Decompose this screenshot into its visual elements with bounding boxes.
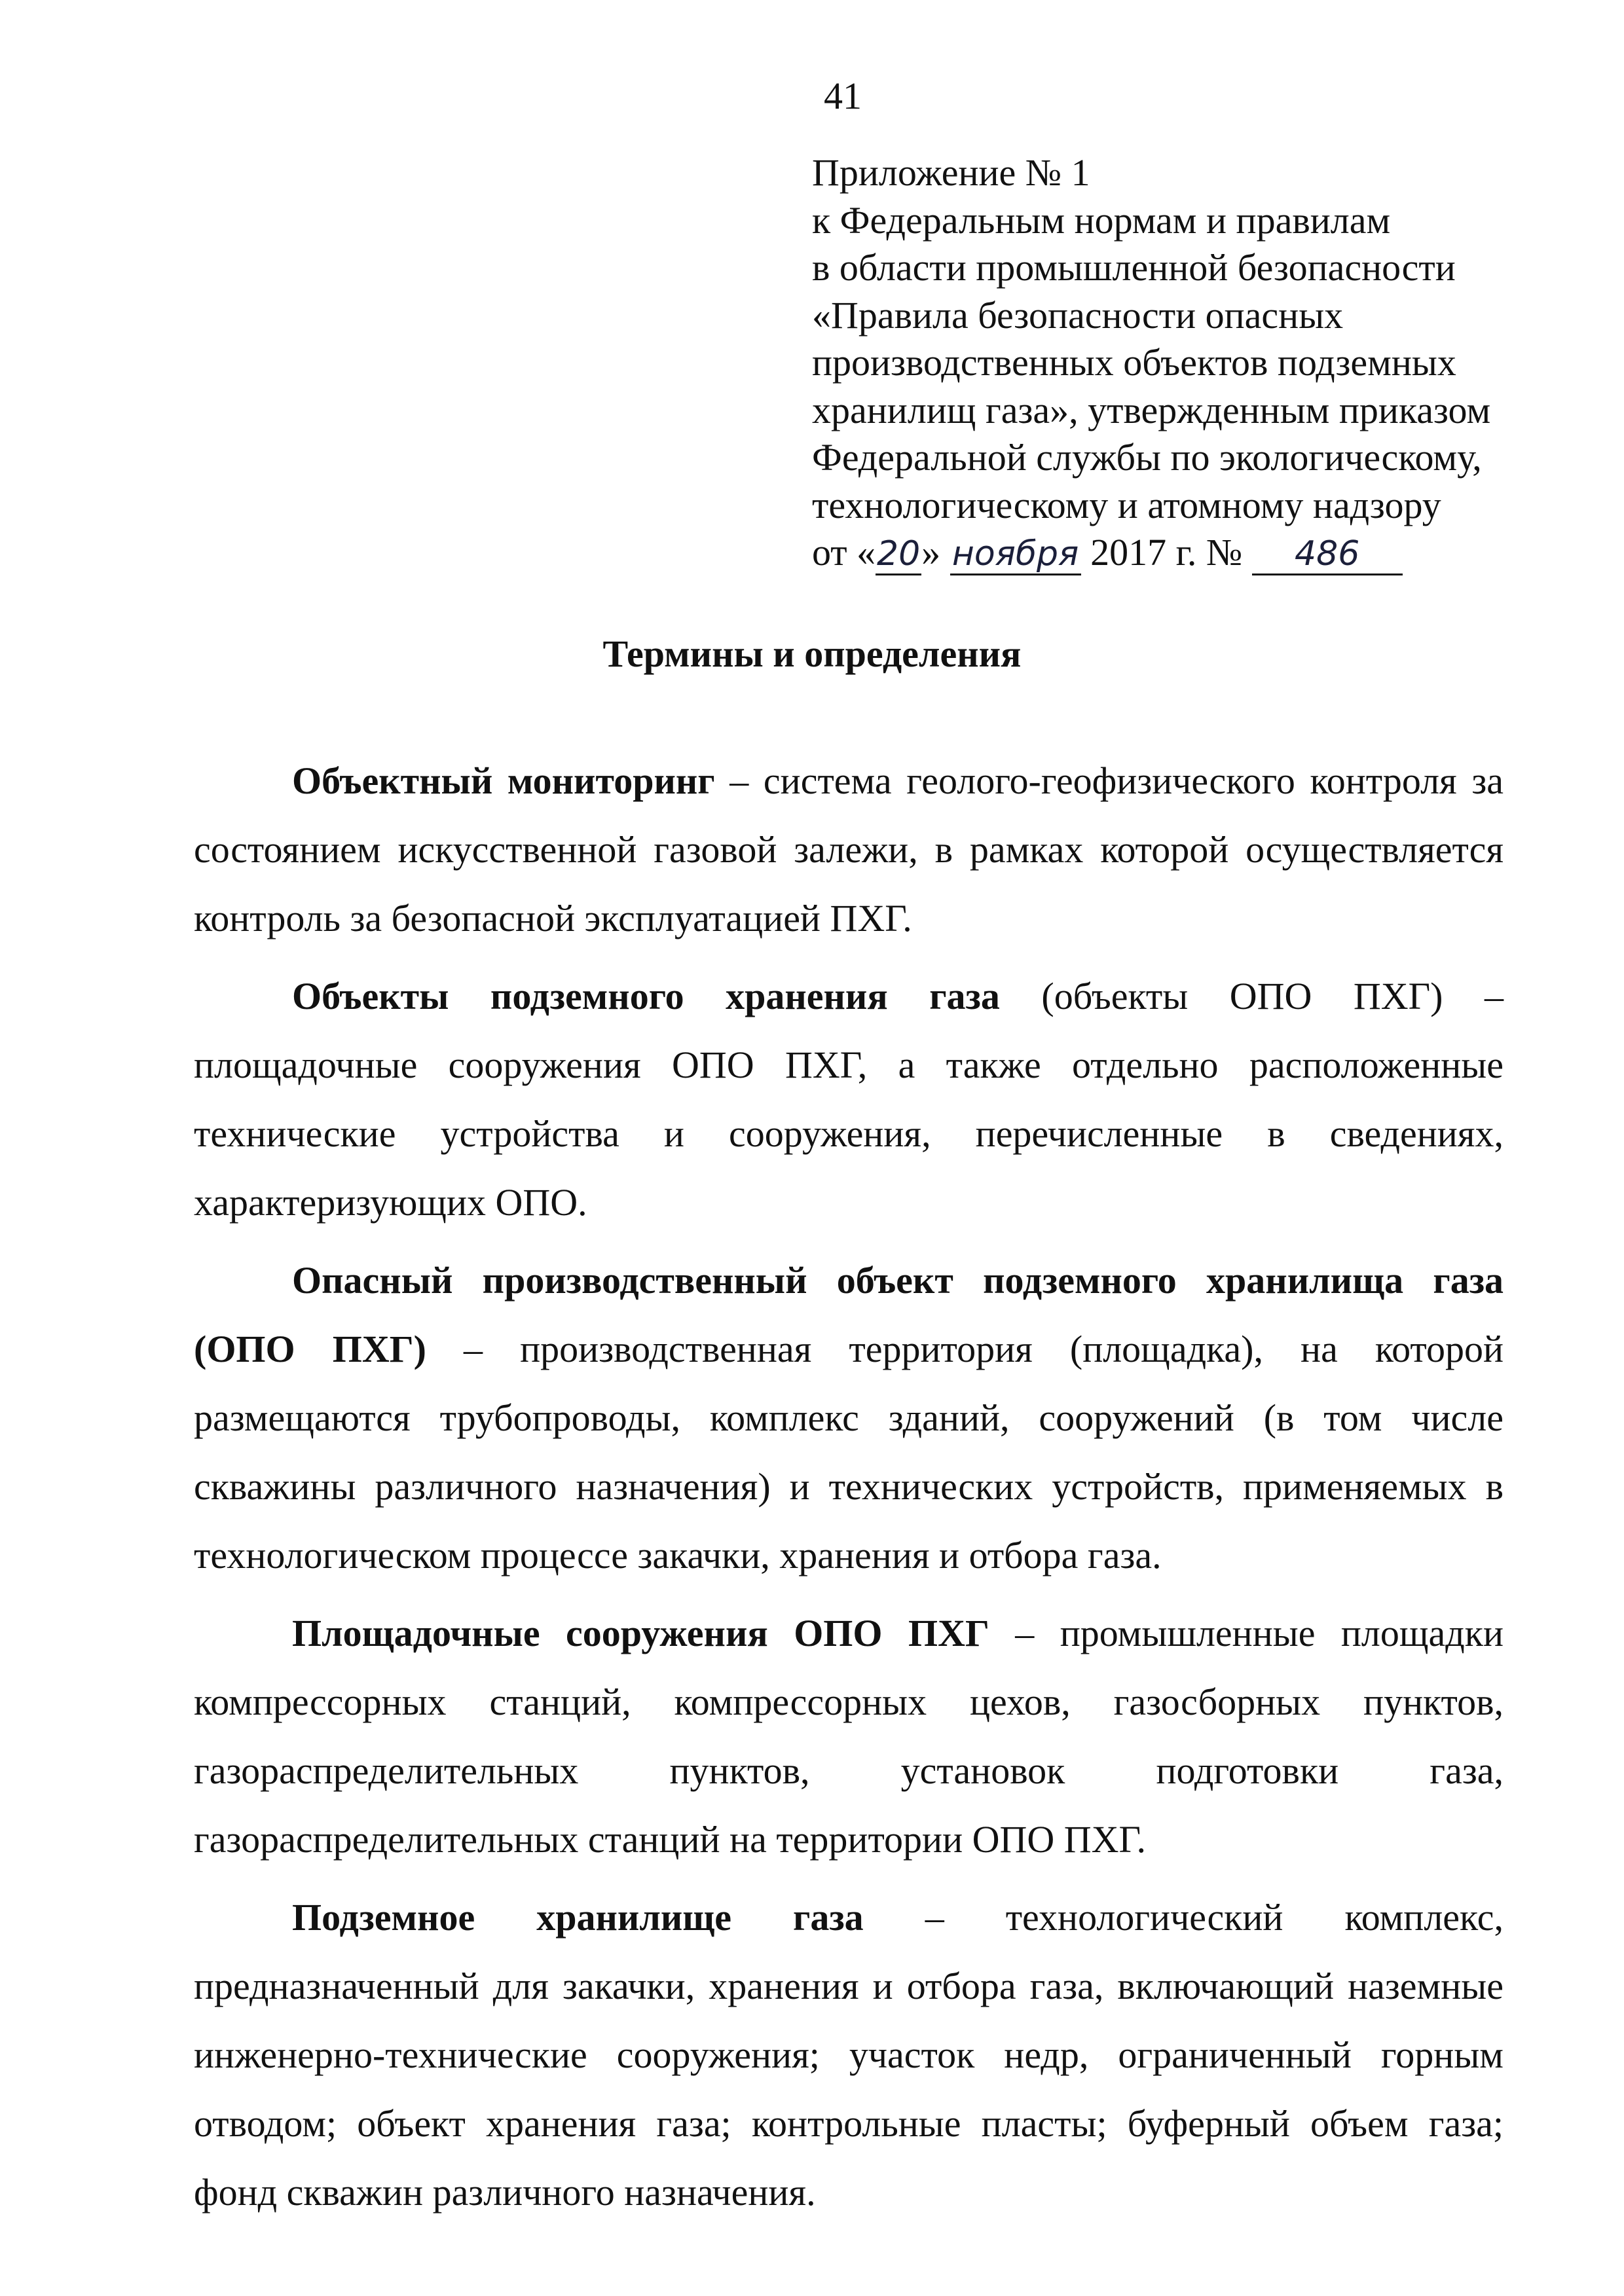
section-heading: Термины и определения — [602, 632, 1022, 675]
definition-paragraph — [194, 1246, 1504, 1590]
definition-term: Подземное хранилище газа — [292, 1896, 864, 1939]
order-prefix: от « — [812, 531, 876, 574]
appendix-line: «Правила безопасности опасных — [812, 293, 1344, 337]
order-line: от «20» ноября 2017 г. № 486 — [812, 529, 1506, 577]
definition-text: – производственная территория (площадка), на которой размещаются трубопроводы, комплекс зданий, сооружений (в том числе скважины различного назначения) и технических устройств, применяемых в технологическом процессе закачки, хранения и отбора газа. — [194, 1328, 1504, 1576]
appendix-line: технологическому и атомному надзору — [812, 483, 1441, 526]
order-year: 2017 г. № — [1090, 531, 1243, 574]
definition-term: Площадочные сооружения ОПО ПХГ — [292, 1612, 989, 1654]
order-day-handwritten: 20 — [876, 534, 921, 575]
appendix-line: хранилищ газа», утвержденным приказом — [812, 388, 1491, 431]
page-number: 41 — [824, 75, 862, 117]
definition-text: (объекты ОПО ПХГ) – площадочные сооружения ОПО ПХГ, а также отдельно расположенные технические устройства и сооружения, перечисленные в сведениях, характеризующих ОПО. — [194, 975, 1504, 1224]
appendix-description — [812, 197, 1506, 530]
definition-paragraph — [194, 1599, 1504, 1874]
definition-paragraph — [194, 746, 1504, 953]
appendix-title: Приложение № 1 — [812, 151, 1090, 194]
definition-text: – технологический комплекс, предназначенный для закачки, хранения и отбора газа, включающий наземные инженерно-технические сооружения; участок недр, ограниченный горным отводом; объект хранения газа; контрольные пласты; буферный объем газа; фонд скважин различного назначения. — [194, 1896, 1504, 2214]
definition-term: Объектный мониторинг — [292, 759, 715, 802]
definition-text: – промышленные площадки компрессорных станций, компрессорных цехов, газосборных пунктов, газораспределительных пунктов, установок подготовки газа, газораспределительных станций на территории ОПО ПХГ. — [194, 1612, 1504, 1861]
definitions-list — [194, 746, 1504, 2236]
definition-text: – система геолого-геофизического контроля за состоянием искусственной газовой залежи, в рамках которой осуществляется контроль за безопасной эксплуатацией ПХГ. — [194, 759, 1504, 939]
appendix-block — [812, 149, 1506, 577]
appendix-line: производственных объектов подземных — [812, 341, 1456, 384]
definition-term: Опасный производственный объект подземного хранилища газа (ОПО ПХГ) — [194, 1259, 1504, 1370]
order-month-handwritten: ноября — [950, 534, 1081, 575]
definition-term: Объекты подземного хранения газа — [292, 975, 1000, 1017]
order-number-handwritten: 486 — [1252, 534, 1403, 575]
definition-paragraph — [194, 962, 1504, 1237]
definition-paragraph — [194, 1883, 1504, 2227]
appendix-line: к Федеральным нормам и правилам — [812, 198, 1391, 242]
appendix-line: Федеральной службы по экологическому, — [812, 436, 1482, 479]
appendix-line: в области промышленной безопасности — [812, 246, 1456, 289]
